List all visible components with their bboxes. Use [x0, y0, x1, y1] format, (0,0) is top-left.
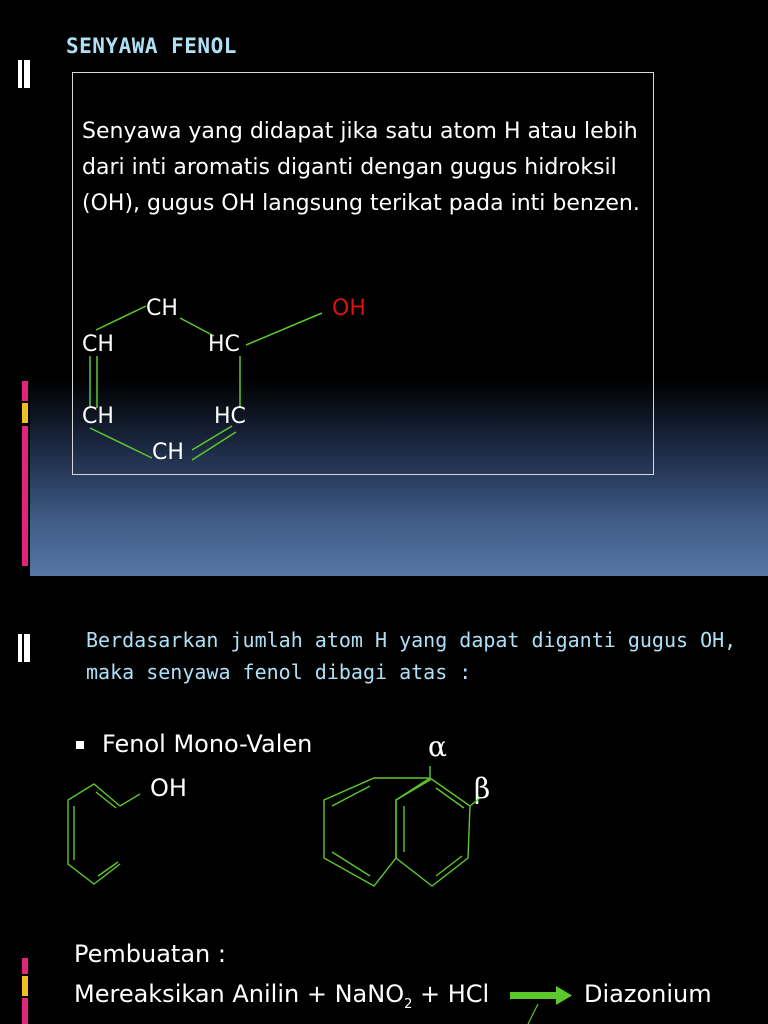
reaction-suffix: + HCl — [412, 980, 490, 1008]
naphthalene-left-ring — [324, 778, 430, 886]
label-beta: β — [474, 772, 491, 805]
bullet-fenol-mono-valen: Fenol Mono-Valen — [102, 730, 313, 758]
pembuatan-label: Pembuatan : — [74, 940, 226, 968]
label-ch-bottom: CH — [152, 440, 184, 465]
label-ch-left-lower: CH — [82, 404, 114, 429]
reaction-subscript: 2 — [404, 996, 413, 1012]
definition-text: Senyawa yang didapat jika satu atom H atau lebih dari inti aromatis diganti dengan gugus hidroksil (OH), gugus OH langsung terikat pada inti benzen. — [82, 119, 640, 216]
naph-beta-bond — [470, 798, 480, 806]
reaction-prefix: Mereaksikan Anilin + NaNO — [74, 980, 405, 1008]
phenol-oh-bond — [120, 794, 140, 806]
intro-text: Berdasarkan jumlah atom H yang dapat diganti gugus OH, maka senyawa fenol dibagi atas : — [86, 628, 737, 684]
label-ch-top: CH — [146, 296, 178, 321]
naph-inner-4 — [436, 788, 464, 808]
product-diazonium: Diazonium — [584, 980, 712, 1008]
reaction-equation — [74, 980, 489, 1012]
phenol-ring-outline — [68, 784, 120, 884]
reaction-arrow-icon — [510, 986, 572, 1005]
label-hc-right-lower: HC — [214, 404, 246, 429]
small-arrow-line — [528, 1004, 538, 1024]
label-oh-red: OH — [332, 296, 366, 321]
label-oh-phenol: OH — [150, 774, 187, 802]
label-alpha: α — [428, 730, 447, 763]
slide-title: SENYAWA FENOL — [66, 34, 237, 58]
label-ch-left-upper: CH — [82, 332, 114, 357]
label-hc-right-upper: HC — [208, 332, 240, 357]
naph-inner-1 — [332, 786, 370, 806]
